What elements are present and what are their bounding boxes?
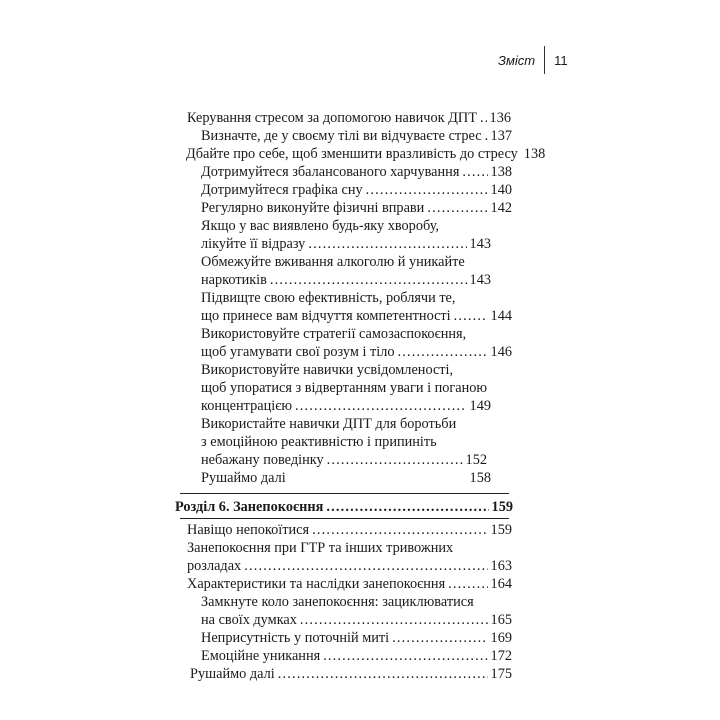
dot-leader <box>327 451 463 469</box>
dot-leader <box>295 397 467 415</box>
toc-entry[interactable] <box>187 109 511 127</box>
toc-entry-page: 138 <box>523 146 546 162</box>
toc-entry-title: що принесе вам відчуття компетентності <box>201 308 451 324</box>
toc-entry[interactable] <box>187 557 512 575</box>
toc-entry-page: 143 <box>469 272 491 288</box>
chapter-divider-bottom <box>180 518 509 519</box>
toc-entry[interactable] <box>187 521 512 539</box>
toc-entry-page: 175 <box>490 666 512 682</box>
toc-entry-page: 144 <box>490 308 512 324</box>
toc-entry-page: 158 <box>469 470 491 486</box>
toc-entry-title: Обмежуйте вживання алкоголю й уникайте <box>201 254 465 270</box>
toc-entry[interactable] <box>201 127 512 145</box>
toc-entry[interactable] <box>201 253 512 271</box>
toc-entry-title: небажану поведінку <box>201 452 324 468</box>
toc-entry[interactable] <box>201 451 487 469</box>
toc-entry-title: Якщо у вас виявлено будь-яку хворобу, <box>201 218 439 234</box>
dot-leader <box>398 343 488 361</box>
toc-entry-page: 152 <box>465 452 487 468</box>
toc-entry-page: 140 <box>490 182 512 198</box>
toc-entry[interactable] <box>201 469 491 487</box>
toc-entry[interactable] <box>201 163 512 181</box>
dot-leader <box>300 611 488 629</box>
toc-entry[interactable] <box>201 415 512 433</box>
toc-entry[interactable] <box>201 379 512 397</box>
dot-leader <box>366 181 488 199</box>
toc-entry-title: з емоційною реактивністю і припиніть <box>201 434 437 450</box>
toc-entry[interactable] <box>201 271 491 289</box>
toc-entry-title: Рушаймо далі <box>201 470 286 486</box>
toc-entry-title: Дбайте про себе, щоб зменшити вразливість до стресу <box>186 146 518 162</box>
page-number: 11 <box>554 52 568 68</box>
dot-leader <box>312 521 487 539</box>
toc-entry[interactable] <box>201 289 512 307</box>
toc-entry-page: 137 <box>490 128 512 144</box>
toc-entry-page: 159 <box>490 522 512 538</box>
toc-entry-page: 164 <box>490 576 512 592</box>
toc-entry[interactable] <box>201 343 512 361</box>
dot-leader <box>278 665 488 683</box>
toc-entry-title: Емоційне уникання <box>201 648 321 664</box>
toc-entry[interactable] <box>201 199 512 217</box>
toc-entry-title: Використовуйте стратегії самозаспокоєння, <box>201 326 467 342</box>
toc-entry-title: Регулярно виконуйте фізичні вправи <box>201 200 425 216</box>
toc-entry-page: 165 <box>490 612 512 628</box>
toc-entry[interactable] <box>201 611 512 629</box>
chapter-page: 159 <box>491 499 513 515</box>
toc-entry[interactable] <box>201 647 512 665</box>
dot-leader <box>427 199 487 217</box>
toc-entry[interactable] <box>201 325 512 343</box>
dot-leader <box>480 109 487 127</box>
toc-entry-page: 138 <box>490 164 512 180</box>
toc-entry-page: 143 <box>469 236 491 252</box>
toc-entry[interactable] <box>201 397 491 415</box>
dot-leader <box>454 307 488 325</box>
toc-entry-page: 169 <box>490 630 512 646</box>
dot-leader <box>462 163 487 181</box>
toc-entry-title: Використовуйте навички усвідомленості, <box>201 362 454 378</box>
toc-entry-title: наркотиків <box>201 272 267 288</box>
dot-leader <box>392 629 487 647</box>
toc-entry-title: Підвищте свою ефективність, роблячи те, <box>201 290 456 306</box>
toc-entry-title: лікуйте її відразу <box>201 236 306 252</box>
dot-leader <box>270 271 467 289</box>
toc-entry-page: 146 <box>490 344 512 360</box>
toc-entry[interactable] <box>201 593 512 611</box>
toc-entry[interactable] <box>201 361 512 379</box>
toc-entry-title: Визначте, де у своєму тілі ви відчуваєте стрес <box>201 128 482 144</box>
section-title: Зміст <box>498 52 536 68</box>
toc-chapter-entry[interactable] <box>175 498 513 516</box>
toc-entry[interactable] <box>201 433 512 451</box>
toc-entry[interactable] <box>201 217 512 235</box>
toc-entry-page: 172 <box>490 648 512 664</box>
toc-entry[interactable] <box>201 235 491 253</box>
toc-entry[interactable] <box>186 145 546 163</box>
toc-entry-title: Навіщо непокоїтися <box>187 522 310 538</box>
toc-entry-page: 136 <box>489 110 511 126</box>
toc-entry-title: Керування стресом за допомогою навичок ДПТ <box>187 110 477 126</box>
toc-entry[interactable] <box>190 665 512 683</box>
toc-entry-page: 142 <box>490 200 512 216</box>
dot-leader <box>308 235 466 253</box>
toc-entry[interactable] <box>187 539 512 557</box>
toc-entry-title: Замкнуте коло занепокоєння: зациклюватися <box>201 594 474 610</box>
toc-entry-title: Дотримуйтеся збалансованого харчування <box>201 164 460 180</box>
toc-entry-title: Рушаймо далі <box>190 666 275 682</box>
toc-entry-title: Неприсутність у поточній миті <box>201 630 390 646</box>
chapter-title: Розділ 6. Занепокоєння <box>175 499 324 515</box>
toc-entry-page: 149 <box>469 398 491 414</box>
toc-entry[interactable] <box>201 307 512 325</box>
dot-leader <box>485 127 488 145</box>
toc-entry-page: 163 <box>490 558 512 574</box>
toc-entry-title: розладах <box>187 558 242 574</box>
toc-entry-title: концентрацією <box>201 398 293 414</box>
toc-entry-title: на своїх думках <box>201 612 297 628</box>
dot-leader <box>244 557 487 575</box>
toc-entry-title: Дотримуйтеся графіка сну <box>201 182 363 198</box>
toc-entry-title: щоб угамувати свої розум і тіло <box>201 344 395 360</box>
toc-entry-title: Використайте навички ДПТ для боротьби <box>201 416 457 432</box>
toc-entry[interactable] <box>187 575 512 593</box>
dot-leader <box>448 575 487 593</box>
toc-entry-title: Занепокоєння при ГТР та інших тривожних <box>187 540 454 556</box>
toc-entry[interactable] <box>201 181 512 199</box>
toc-entry-title: щоб упоратися з відвертанням уваги і поганою <box>201 380 488 396</box>
dot-leader <box>323 647 487 665</box>
toc-entry[interactable] <box>201 629 512 647</box>
toc-entry-title: Характеристики та наслідки занепокоєння <box>187 576 446 592</box>
running-head <box>498 46 568 74</box>
dot-leader <box>326 498 488 516</box>
chapter-divider-top <box>180 493 509 494</box>
